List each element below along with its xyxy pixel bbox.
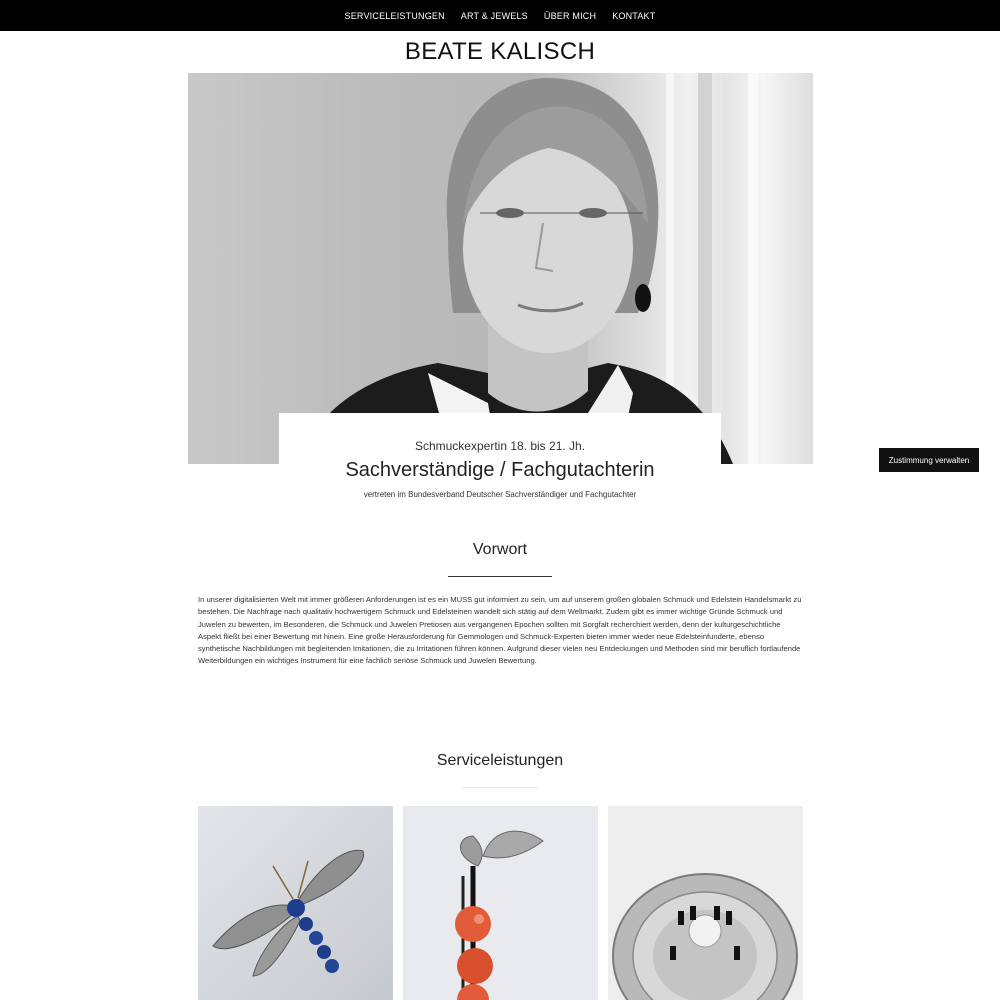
hero-caption-card <box>279 413 721 513</box>
service-card-insect-brooch[interactable] <box>198 806 393 1000</box>
site-title[interactable]: BEATE KALISCH <box>404 38 596 65</box>
top-navigation <box>0 0 1000 31</box>
nav-item-serviceleistungen[interactable]: SERVICELEISTUNGEN <box>344 10 445 21</box>
consent-manage-button[interactable]: Zustimmung verwalten <box>879 448 979 472</box>
services-divider <box>462 787 538 788</box>
service-card-coral-brooch[interactable] <box>403 806 598 1000</box>
insect-brooch-image <box>198 806 393 1000</box>
hero-subtitle: Schmuckexpertin 18. bis 21. Jh. <box>414 439 586 453</box>
service-card-art-deco-brooch[interactable] <box>608 806 803 1000</box>
vorwort-title: Vorwort <box>472 541 528 558</box>
vorwort-divider <box>448 576 552 577</box>
nav-item-art-jewels[interactable]: ART & JEWELS <box>460 10 528 21</box>
nav-item-ueber-mich[interactable]: ÜBER MICH <box>543 10 597 21</box>
services-title: Serviceleistungen <box>436 752 564 769</box>
hero-heading: Sachverständige / Fachgutachterin <box>345 459 655 481</box>
art-deco-brooch-image <box>608 806 803 1000</box>
hero-note: vertreten im Bundesverband Deutscher Sachverständiger und Fachgutachter <box>363 490 637 499</box>
hero-portrait-image <box>188 73 813 464</box>
vorwort-text: In unserer digitalisierten Welt mit immer größeren Anforderungen ist es ein MUSS gut informiert zu sein, um auf unserem großen globalen Schmuck und Edelstein Handelsmarkt zu bestehen. Die Nachfrage nach qualitativ hochwertigem Schmuck und Edelsteinen wandelt sich stätig auf dem Weltmarkt. Zudem gibt es immer wichtige Gründe Schmuck und Juwelen zu bewerten, im Besonderen, die Schmuck und Juwelen Pretiosen aus vergangenen Epochen sollten mit Sorgfalt recherchiert werden, denn der kulturgeschichtliche Aspekt fließt bei einer Bewertung mit hinein. Eine große Herausforderung für Gemmologen und Schmuck-Experten bieten immer wieder neue Edelsteinfunderte, ebenso synthetische Nachbildungen mit begleitenden Imitationen, die zu Irritationen führen können. Aufgrund dieser vielen neu Entdeckungen und Methoden sind mir beruflich fortlaufende Weiterbildungen ein wichtiges Instrument für eine fachlich seriöse Schmuck und Juwelen Bewertung. <box>198 595 802 666</box>
coral-brooch-image <box>403 806 598 1000</box>
portrait-illustration <box>188 73 813 464</box>
nav-item-kontakt[interactable]: KONTAKT <box>612 10 656 21</box>
